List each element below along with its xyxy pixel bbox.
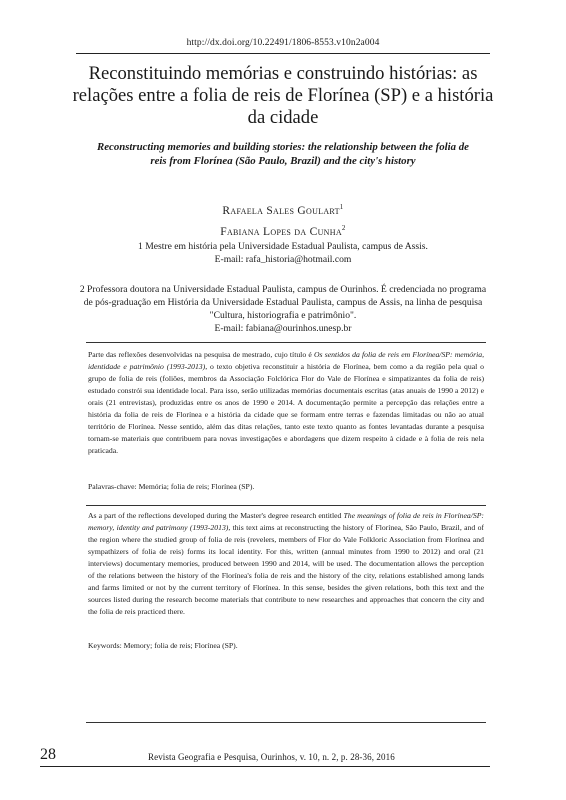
abstract-text: Parte das reflexões desenvolvidas na pesquisa de mestrado, cujo título é bbox=[88, 350, 314, 359]
author-list bbox=[0, 199, 566, 241]
author-2 bbox=[0, 220, 566, 241]
abstract-divider-top bbox=[86, 342, 486, 343]
affiliation-2-email[interactable]: E-mail: fabiana@ourinhos.unesp.br bbox=[214, 323, 352, 334]
thesis-title: Os sentidos da folia de reis em Florínea/SP: memória, identidade e patrimônio (1993-2013) bbox=[88, 350, 484, 371]
author-name: Rafaela Sales Goulart bbox=[222, 204, 340, 217]
affiliation-2 bbox=[76, 283, 490, 335]
affiliation-1-text: 1 Mestre em história pela Universidade Estadual Paulista, campus de Assis. bbox=[138, 241, 428, 252]
thesis-title: The meanings of folia de reis in Florínea/SP: memory, identity and patrimony (1993-2013) bbox=[88, 511, 484, 532]
abstract-text: As a part of the reflections developed during the Master's degree research entitled bbox=[88, 511, 344, 520]
abstract-divider-middle bbox=[86, 505, 486, 506]
abstract-english bbox=[88, 510, 484, 618]
article-title-english: Reconstructing memories and building stories: the relationship between the folia de reis from Florínea (São Paulo, Brazil) and the city's history bbox=[97, 141, 469, 167]
author-mark: 1 bbox=[339, 203, 344, 211]
abstract-divider-bottom bbox=[86, 722, 486, 723]
page-number: 28 bbox=[40, 746, 56, 763]
doi-link[interactable]: http://dx.doi.org/10.22491/1806-8553.v10n2a004 bbox=[186, 38, 380, 48]
affiliation-2-text: 2 Professora doutora na Universidade Estadual Paulista, campus de Ourinhos. É credenciada no programa de pós-graduação em História da Universidade Estadual Paulista, campus de Assis, na linha de pesquisa "Cultura, historiografia e patrimônio". bbox=[79, 284, 487, 321]
keywords-english: Keywords: Memory; folia de reis; Florínea (SP). bbox=[88, 641, 238, 650]
affiliation-1 bbox=[76, 240, 490, 266]
header-divider bbox=[76, 53, 490, 54]
affiliation-1-email[interactable]: E-mail: rafa_historia@hotmail.com bbox=[214, 254, 352, 265]
author-mark: 2 bbox=[341, 223, 346, 232]
abstract-portuguese bbox=[88, 349, 484, 457]
abstract-text: , this text aims at reconstructing the history of Florínea, São Paulo, Brazil, and of the region where the studied group of folia de reis (revelers, members of Flor do Vale Folkloric Association from Florínea and sympathizers of folia de reis) forms its local identity. For this, written (annual minutes from 1990 to 2012) and oral (21 interviews) documentary memories, produced between 1990 and 2014, will be used. The documentation allows the perception of the relations between the history of the Florínea's folia de reis and the history of the city, relations established among lands and farms limited or not by the current territory of Florínea. In this sense, besides the given relations, both this text and the sources listed during the research become materials that contribute to new researches and approaches that concern the city and the folia de reis practiced there. bbox=[88, 523, 484, 616]
keywords-portuguese: Palavras-chave: Memória; folia de reis; Florínea (SP). bbox=[88, 482, 255, 491]
author-name: Fabiana Lopes da Cunha bbox=[220, 225, 342, 238]
footer-divider bbox=[40, 766, 490, 767]
author-1 bbox=[0, 199, 566, 220]
article-title: Reconstituindo memórias e construindo histórias: as relações entre a folia de reis de Florínea (SP) e a história da cidade bbox=[72, 63, 494, 128]
abstract-text: , o texto objetiva reconstituir a história de Florínea, bem como a da região pela qual o grupo de folia de reis (foliões, membros da Associação Folclórica Flor do Vale de Florínea e simpatizantes da folia de reis) estudado constrói sua identidade local. Para isso, serão utilizadas memórias documentais escritas (atas anuais de 1990 a 2012) e orais (21 entrevistas), produzidas entre os anos de 1990 e 2014. A documentação permite a percepção das relações entre a história da folia de reis de Florínea e a história da cidade que se formam entre terras e fazendas limitadas ou não ao atual território de Florínea. Nesse sentido, além das ditas relações, tanto este texto quanto as fontes levantadas durante a pesquisa tornam-se materiais que contribuem para novas investigações e abordagens que dizem respeito à cidade e à folia de reis nela praticada. bbox=[88, 362, 484, 455]
journal-citation: Revista Geografia e Pesquisa, Ourinhos, v. 10, n. 2, p. 28-36, 2016 bbox=[148, 752, 395, 762]
